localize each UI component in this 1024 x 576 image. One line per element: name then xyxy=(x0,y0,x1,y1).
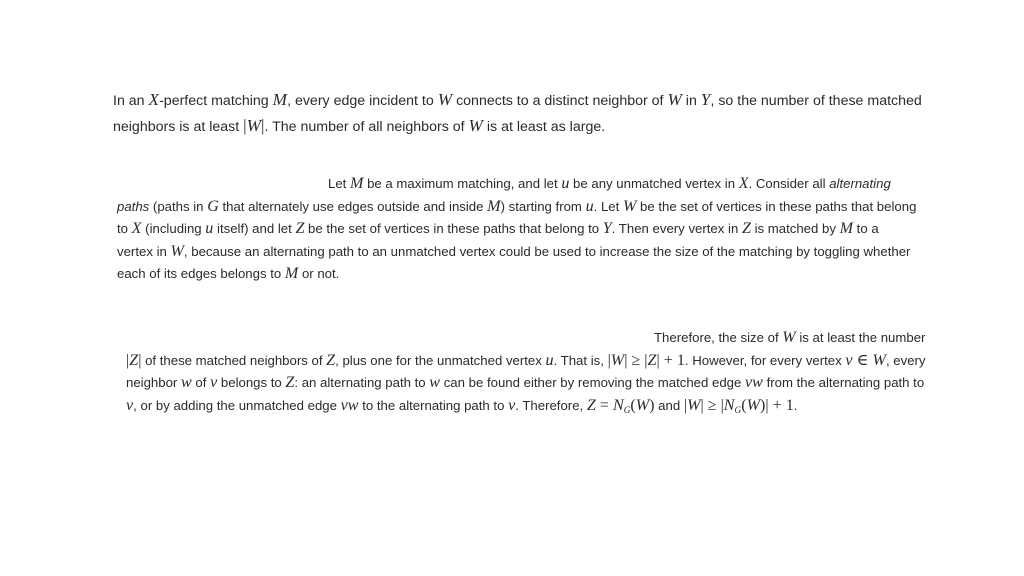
math-op: | ≥ | xyxy=(700,396,724,414)
math-subscript: G xyxy=(623,404,631,415)
math-var: Z xyxy=(647,351,657,369)
math-var: W xyxy=(170,242,184,260)
math-op: | ≥ | xyxy=(624,351,648,369)
math-var: Z xyxy=(295,220,305,237)
math-var: v xyxy=(126,396,134,414)
text: or not. xyxy=(298,266,340,281)
math-var: vw xyxy=(745,374,763,391)
math-var: w xyxy=(429,374,441,391)
math-op: | + 1 xyxy=(656,351,685,369)
text: is at least the number xyxy=(795,330,926,345)
math-var: W xyxy=(635,396,650,414)
text: . xyxy=(793,397,798,413)
math-var: N xyxy=(723,396,735,414)
text: . The number of all neighbors of xyxy=(264,118,469,135)
text: that alternately use edges outside and inside xyxy=(218,198,488,214)
text: of these matched neighbors of xyxy=(141,352,327,368)
paragraph-alternating-paths xyxy=(117,173,917,286)
text: . However, for every vertex xyxy=(684,352,846,368)
math-var: M xyxy=(839,220,853,237)
text: can be found either by removing the matched edge xyxy=(440,375,746,390)
math-var: u xyxy=(585,197,594,215)
math-var: G xyxy=(207,197,219,215)
math-var: M xyxy=(272,90,288,109)
math-var: Z xyxy=(741,220,751,237)
math-var: v xyxy=(508,396,516,414)
math-var: Z xyxy=(285,374,295,391)
text: , plus one for the unmatched vertex xyxy=(335,352,546,368)
math-var: vw xyxy=(340,396,359,414)
text: from the alternating path to xyxy=(762,375,925,390)
text: : an alternating path to xyxy=(294,375,430,390)
text: be a maximum matching, and let xyxy=(363,176,562,191)
math-var: Y xyxy=(602,220,612,237)
math-var: M xyxy=(487,197,501,215)
math-var: Z xyxy=(586,396,596,414)
math-op: )| + 1 xyxy=(759,396,794,414)
emphasis-term: alternating paths xyxy=(117,176,891,214)
text: , or by adding the unmatched edge xyxy=(133,397,341,413)
math-op: | xyxy=(261,115,265,135)
math-var: W xyxy=(437,90,453,109)
math-var: X xyxy=(131,220,142,237)
text: and xyxy=(654,397,684,413)
text: is at least as large. xyxy=(482,118,606,135)
math-op: | xyxy=(607,351,611,369)
text: in xyxy=(681,93,701,109)
math-var: W xyxy=(782,329,796,346)
math-var: v xyxy=(210,374,218,391)
math-var: X xyxy=(148,90,160,109)
text: itself) and let xyxy=(213,221,296,236)
text: In an xyxy=(113,93,149,109)
math-var: Y xyxy=(700,90,711,109)
text: to a vertex in xyxy=(117,221,879,259)
text: -perfect matching xyxy=(159,93,273,109)
text: is matched by xyxy=(750,221,840,236)
math-var: Z xyxy=(129,351,139,369)
text: connects to a distinct neighbor of xyxy=(452,93,668,109)
math-var: N xyxy=(612,396,624,414)
math-var: w xyxy=(181,374,192,391)
math-var: W xyxy=(246,115,262,135)
paragraph-conclusion xyxy=(126,327,926,417)
math-op: ( xyxy=(630,396,636,414)
math-op: | xyxy=(243,115,247,135)
text: be the set of vertices in these paths that belong to xyxy=(117,198,917,236)
text: (paths in xyxy=(149,198,208,214)
math-var: W xyxy=(687,396,701,414)
text: . Therefore, xyxy=(515,397,587,413)
math-var: u xyxy=(205,220,214,237)
text: . Then every vertex in xyxy=(611,221,742,236)
math-var: W xyxy=(746,396,760,414)
math-op: | xyxy=(126,351,130,369)
text: . Consider all xyxy=(748,176,830,191)
math-var: X xyxy=(738,175,749,192)
math-var: Z xyxy=(326,351,336,369)
text: (including xyxy=(141,221,206,236)
math-op: ∈ xyxy=(852,351,873,369)
text: be any unmatched vertex in xyxy=(569,176,739,191)
text: . That is, xyxy=(553,352,608,368)
text: , every neighbor xyxy=(126,352,926,390)
math-var: v xyxy=(845,351,853,369)
math-var: M xyxy=(350,175,364,192)
math-var: u xyxy=(545,351,554,369)
math-var: W xyxy=(872,351,886,369)
text: be the set of vertices in these paths that belong to xyxy=(304,221,603,236)
math-var: W xyxy=(622,197,637,215)
text: of xyxy=(191,375,211,390)
math-var: W xyxy=(610,351,625,369)
math-op: | xyxy=(138,351,142,369)
math-var: M xyxy=(284,265,299,282)
text: ) starting from xyxy=(500,198,586,214)
text: Therefore, the size of xyxy=(654,330,783,345)
math-op: | xyxy=(683,396,688,414)
text: to the alternating path to xyxy=(358,397,509,413)
math-op: = xyxy=(595,396,613,414)
math-op: ) xyxy=(649,396,655,414)
math-op: ( xyxy=(741,396,747,414)
paragraph-perfect-matching xyxy=(113,89,935,140)
math-var: W xyxy=(667,90,682,109)
text: belongs to xyxy=(217,375,286,390)
text: , because an alternating path to an unmatched vertex could be used to increase the size of the matching by toggling whether each of its edges belongs to xyxy=(117,243,911,281)
math-var: W xyxy=(468,115,483,135)
text: , every edge incident to xyxy=(287,93,438,109)
math-subscript: G xyxy=(734,404,742,415)
text: Let xyxy=(328,176,350,191)
math-var: u xyxy=(561,175,570,192)
text: . Let xyxy=(593,198,623,214)
text: , so the number of these matched neighbors is at least xyxy=(113,93,922,135)
